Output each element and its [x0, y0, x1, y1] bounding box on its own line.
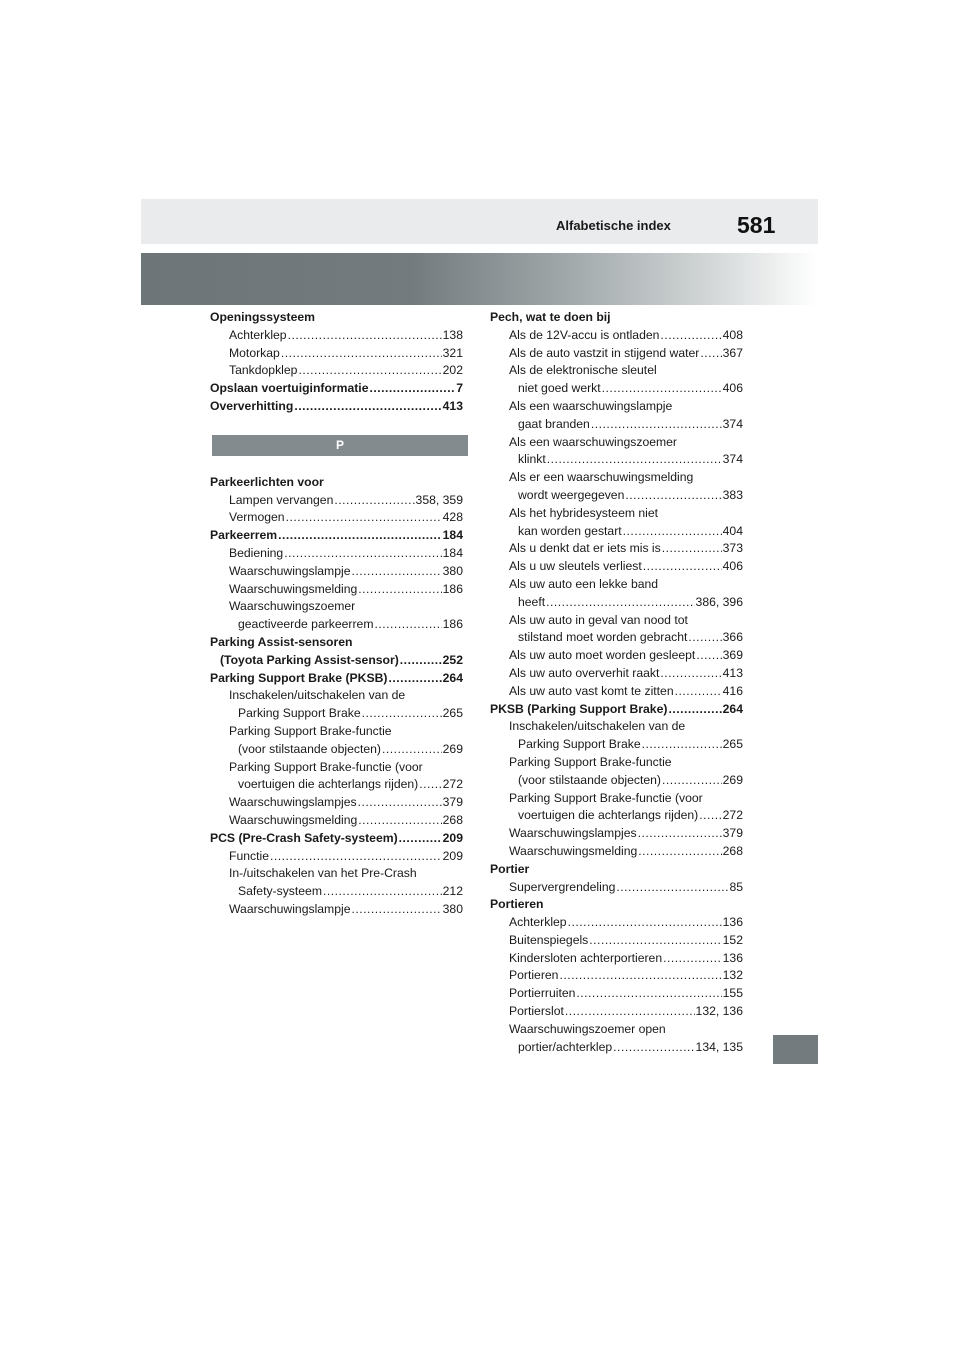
index-entry: Als de 12V-accu is ontladen ..... 408 — [490, 327, 743, 345]
index-entry: (voor stilstaande objecten) ..... 269 — [210, 741, 463, 759]
index-entry: Waarschuwingslampjes ..... 379 — [490, 825, 743, 843]
index-subheading: Als het hybridesysteem niet — [509, 505, 659, 520]
index-entry: (Toyota Parking Assist-sensor) ..... 252 — [210, 652, 463, 670]
index-entry: Tankdopklep ..... 202 — [210, 362, 463, 380]
index-entry: Als uw auto moet worden gesleept ..... 369 — [490, 647, 743, 665]
index-entry: Supervergrendeling ..... 85 — [490, 879, 743, 897]
index-heading: Parking Assist-sensoren — [210, 634, 353, 649]
index-entry: Achterklep ..... 136 — [490, 914, 743, 932]
index-entry: Portierruiten ..... 155 — [490, 985, 743, 1003]
index-entry: Kindersloten achterportieren ..... 136 — [490, 950, 743, 968]
header-band — [141, 199, 818, 244]
section-title: Alfabetische index — [556, 218, 671, 233]
index-entry: voertuigen die achterlangs rijden) ..... 272 — [210, 776, 463, 794]
index-entry: Achterklep ..... 138 — [210, 327, 463, 345]
index-entry: niet goed werkt ..... 406 — [490, 380, 743, 398]
index-subheading: Waarschuwingszoemer — [229, 599, 356, 614]
index-entry: portier/achterklep ..... 134, 135 — [490, 1039, 743, 1057]
index-subheading: Inschakelen/uitschakelen van de — [509, 719, 686, 734]
index-column-left — [210, 309, 463, 919]
index-entry: stilstand moet worden gebracht ..... 366 — [490, 629, 743, 647]
index-entry: Opslaan voertuiginformatie ..... 7 — [210, 380, 463, 398]
index-entry: PCS (Pre-Crash Safety-systeem) ..... 209 — [210, 830, 463, 848]
index-subheading: In-/uitschakelen van het Pre-Crash — [229, 866, 417, 881]
index-subheading: Inschakelen/uitschakelen van de — [229, 688, 406, 703]
index-entry: Waarschuwingsmelding ..... 186 — [210, 581, 463, 599]
index-heading: Pech, wat te doen bij — [490, 310, 611, 324]
index-entry: (voor stilstaande objecten) ..... 269 — [490, 772, 743, 790]
index-entry: Parking Support Brake (PKSB) ..... 264 — [210, 670, 463, 688]
index-entry: geactiveerde parkeerrem ..... 186 — [210, 616, 463, 634]
index-subheading: Als een waarschuwingslampje — [509, 398, 673, 413]
index-entry: heeft ..... 386, 396 — [490, 594, 743, 612]
page-number: 581 — [737, 212, 776, 238]
index-subheading: Als de elektronische sleutel — [509, 363, 657, 378]
index-subheading: Parking Support Brake-functie — [229, 723, 392, 738]
index-subheading: Parking Support Brake-functie (voor — [509, 790, 703, 805]
index-subheading: Parking Support Brake-functie (voor — [229, 759, 423, 774]
index-entry: Waarschuwingslampjes ..... 379 — [210, 794, 463, 812]
index-entry: Als de auto vastzit in stijgend water ..... 367 — [490, 345, 743, 363]
index-entry: wordt weergegeven ..... 383 — [490, 487, 743, 505]
index-side-tab — [773, 1035, 818, 1064]
index-entry: Motorkap ..... 321 — [210, 345, 463, 363]
index-subheading: Waarschuwingszoemer open — [509, 1021, 666, 1036]
index-heading: Portieren — [490, 897, 544, 912]
index-heading: Parkeerlichten voor — [210, 474, 324, 489]
index-entry: kan worden gestart ..... 404 — [490, 523, 743, 541]
index-entry: Safety-systeem ..... 212 — [210, 883, 463, 901]
index-entry: Waarschuwingslampje ..... 380 — [210, 563, 463, 581]
index-heading: Portier — [490, 861, 530, 876]
index-subheading: Als uw auto in geval van nood tot — [509, 612, 688, 627]
index-heading: Openingssysteem — [210, 310, 315, 324]
index-entry: Buitenspiegels ..... 152 — [490, 932, 743, 950]
index-entry: Waarschuwingslampje ..... 380 — [210, 901, 463, 919]
index-entry: Lampen vervangen ..... 358, 359 — [210, 492, 463, 510]
index-entry: Als uw auto vast komt te zitten ..... 416 — [490, 683, 743, 701]
index-entry: Als uw auto oververhit raakt ..... 413 — [490, 665, 743, 683]
index-entry: PKSB (Parking Support Brake) ..... 264 — [490, 701, 743, 719]
index-subheading: Als een waarschuwingszoemer — [509, 434, 677, 449]
index-entry: gaat branden ..... 374 — [490, 416, 743, 434]
index-entry: Waarschuwingsmelding ..... 268 — [490, 843, 743, 861]
index-entry: Oververhitting ..... 413 — [210, 398, 463, 416]
index-entry: Portierslot ..... 132, 136 — [490, 1003, 743, 1021]
index-entry: Als u uw sleutels verliest ..... 406 — [490, 558, 743, 576]
index-entry: Parking Support Brake ..... 265 — [210, 705, 463, 723]
index-entry: Bediening ..... 184 — [210, 545, 463, 563]
index-subheading: Als uw auto een lekke band — [509, 576, 659, 591]
index-entry: klinkt ..... 374 — [490, 451, 743, 469]
index-entry: Parking Support Brake ..... 265 — [490, 736, 743, 754]
index-entry: Waarschuwingsmelding ..... 268 — [210, 812, 463, 830]
index-entry: Vermogen ..... 428 — [210, 509, 463, 527]
index-subheading: Parking Support Brake-functie — [509, 754, 672, 769]
index-column-right — [490, 309, 743, 1056]
index-entry: Als u denkt dat er iets mis is ..... 373 — [490, 540, 743, 558]
index-entry: Functie ..... 209 — [210, 848, 463, 866]
header-gradient-bar — [141, 253, 818, 305]
index-entry: Portieren ..... 132 — [490, 967, 743, 985]
index-entry: Parkeerrem ..... 184 — [210, 527, 463, 545]
letter-section-band: P — [212, 435, 468, 456]
index-subheading: Als er een waarschuwingsmelding — [509, 470, 694, 485]
index-entry: voertuigen die achterlangs rijden) ..... 272 — [490, 807, 743, 825]
